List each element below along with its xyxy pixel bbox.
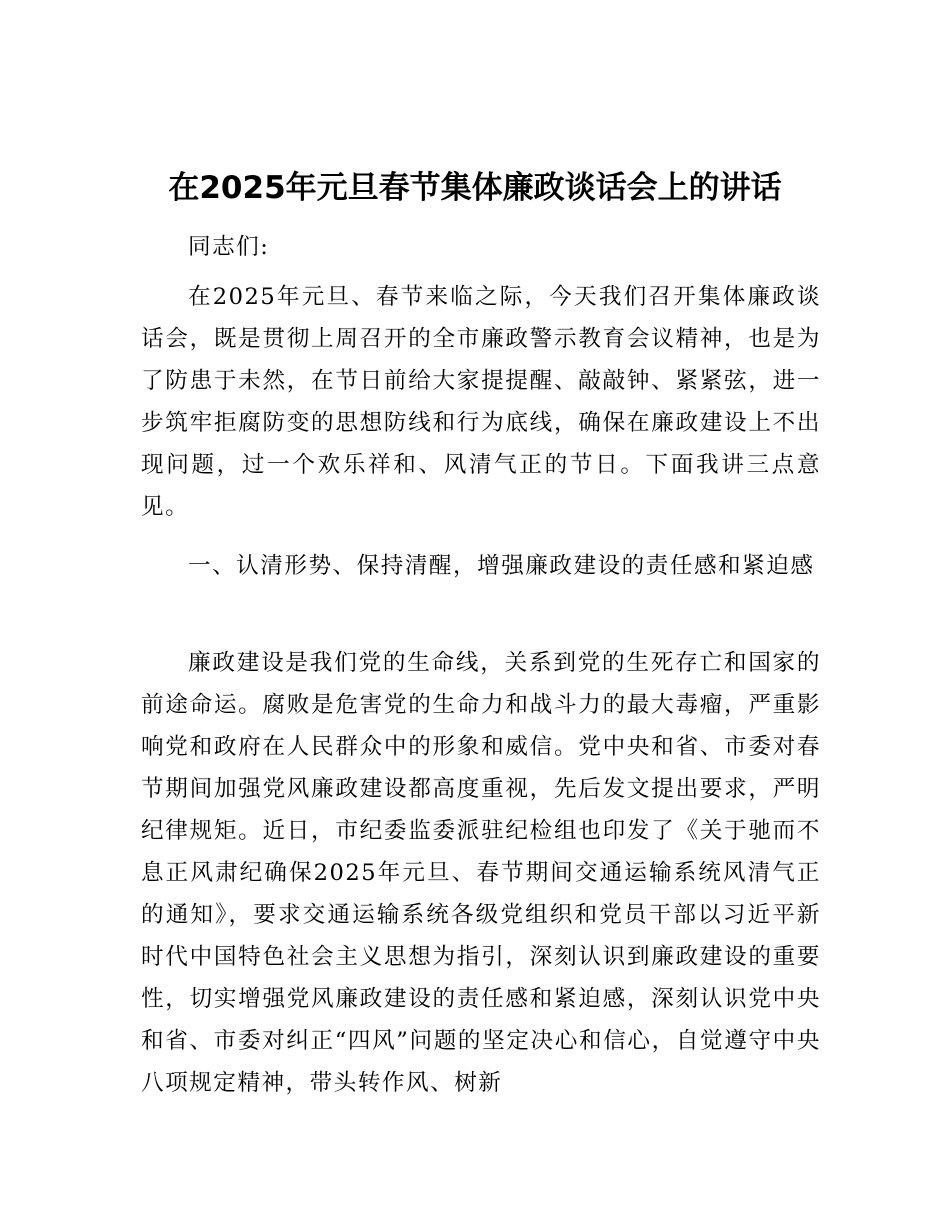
document-title: 在2025年元旦春节集体廉政谈话会上的讲话 xyxy=(168,170,782,206)
paragraph-section-1: 廉政建设是我们党的生命线，关系到党的生死存亡和国家的前途命运。腐败是危害党的生命力和战斗力的最大毒瘤，严重影响党和政府在人民群众中的形象和威信。党中央和省、市委对春节期间加强党风廉政建设都高度重视，先后发文提出要求，严明纪律规矩。近日，市纪委监委派驻纪检组也印发了《关于驰而不息正风肃纪确保2025年元旦、春节期间交通运输系统风清气正的通知》，要求交通运输系统各级党组织和党员干部以习近平新时代中国特色社会主义思想为指引，深刻认识到廉政建设的重要性，切实增强党风廉政建设的责任感和紧迫感，深刻认识党中央和省、市委对纠正“四风”问题的坚定决心和信心，自觉遵守中央八项规定精神，带头转作风、树新 xyxy=(141,650,821,1096)
paragraph-intro: 在2025年元旦、春节来临之际，今天我们召开集体廉政谈话会，既是贯彻上周召开的全市廉政警示教育会议精神，也是为了防患于未然，在节日前给大家提提醒、敲敲钟、紧紧弦，进一步筑牢拒腐防变的思想防线和行为底线，确保在廉政建设上不出现问题，过一个欢乐祥和、风清气正的节日。下面我讲三点意见。 xyxy=(141,284,821,520)
section-heading-1: 一、认清形势、保持清醒，增强廉政建设的责任感和紧迫感 xyxy=(188,553,815,579)
greeting: 同志们: xyxy=(188,234,270,260)
